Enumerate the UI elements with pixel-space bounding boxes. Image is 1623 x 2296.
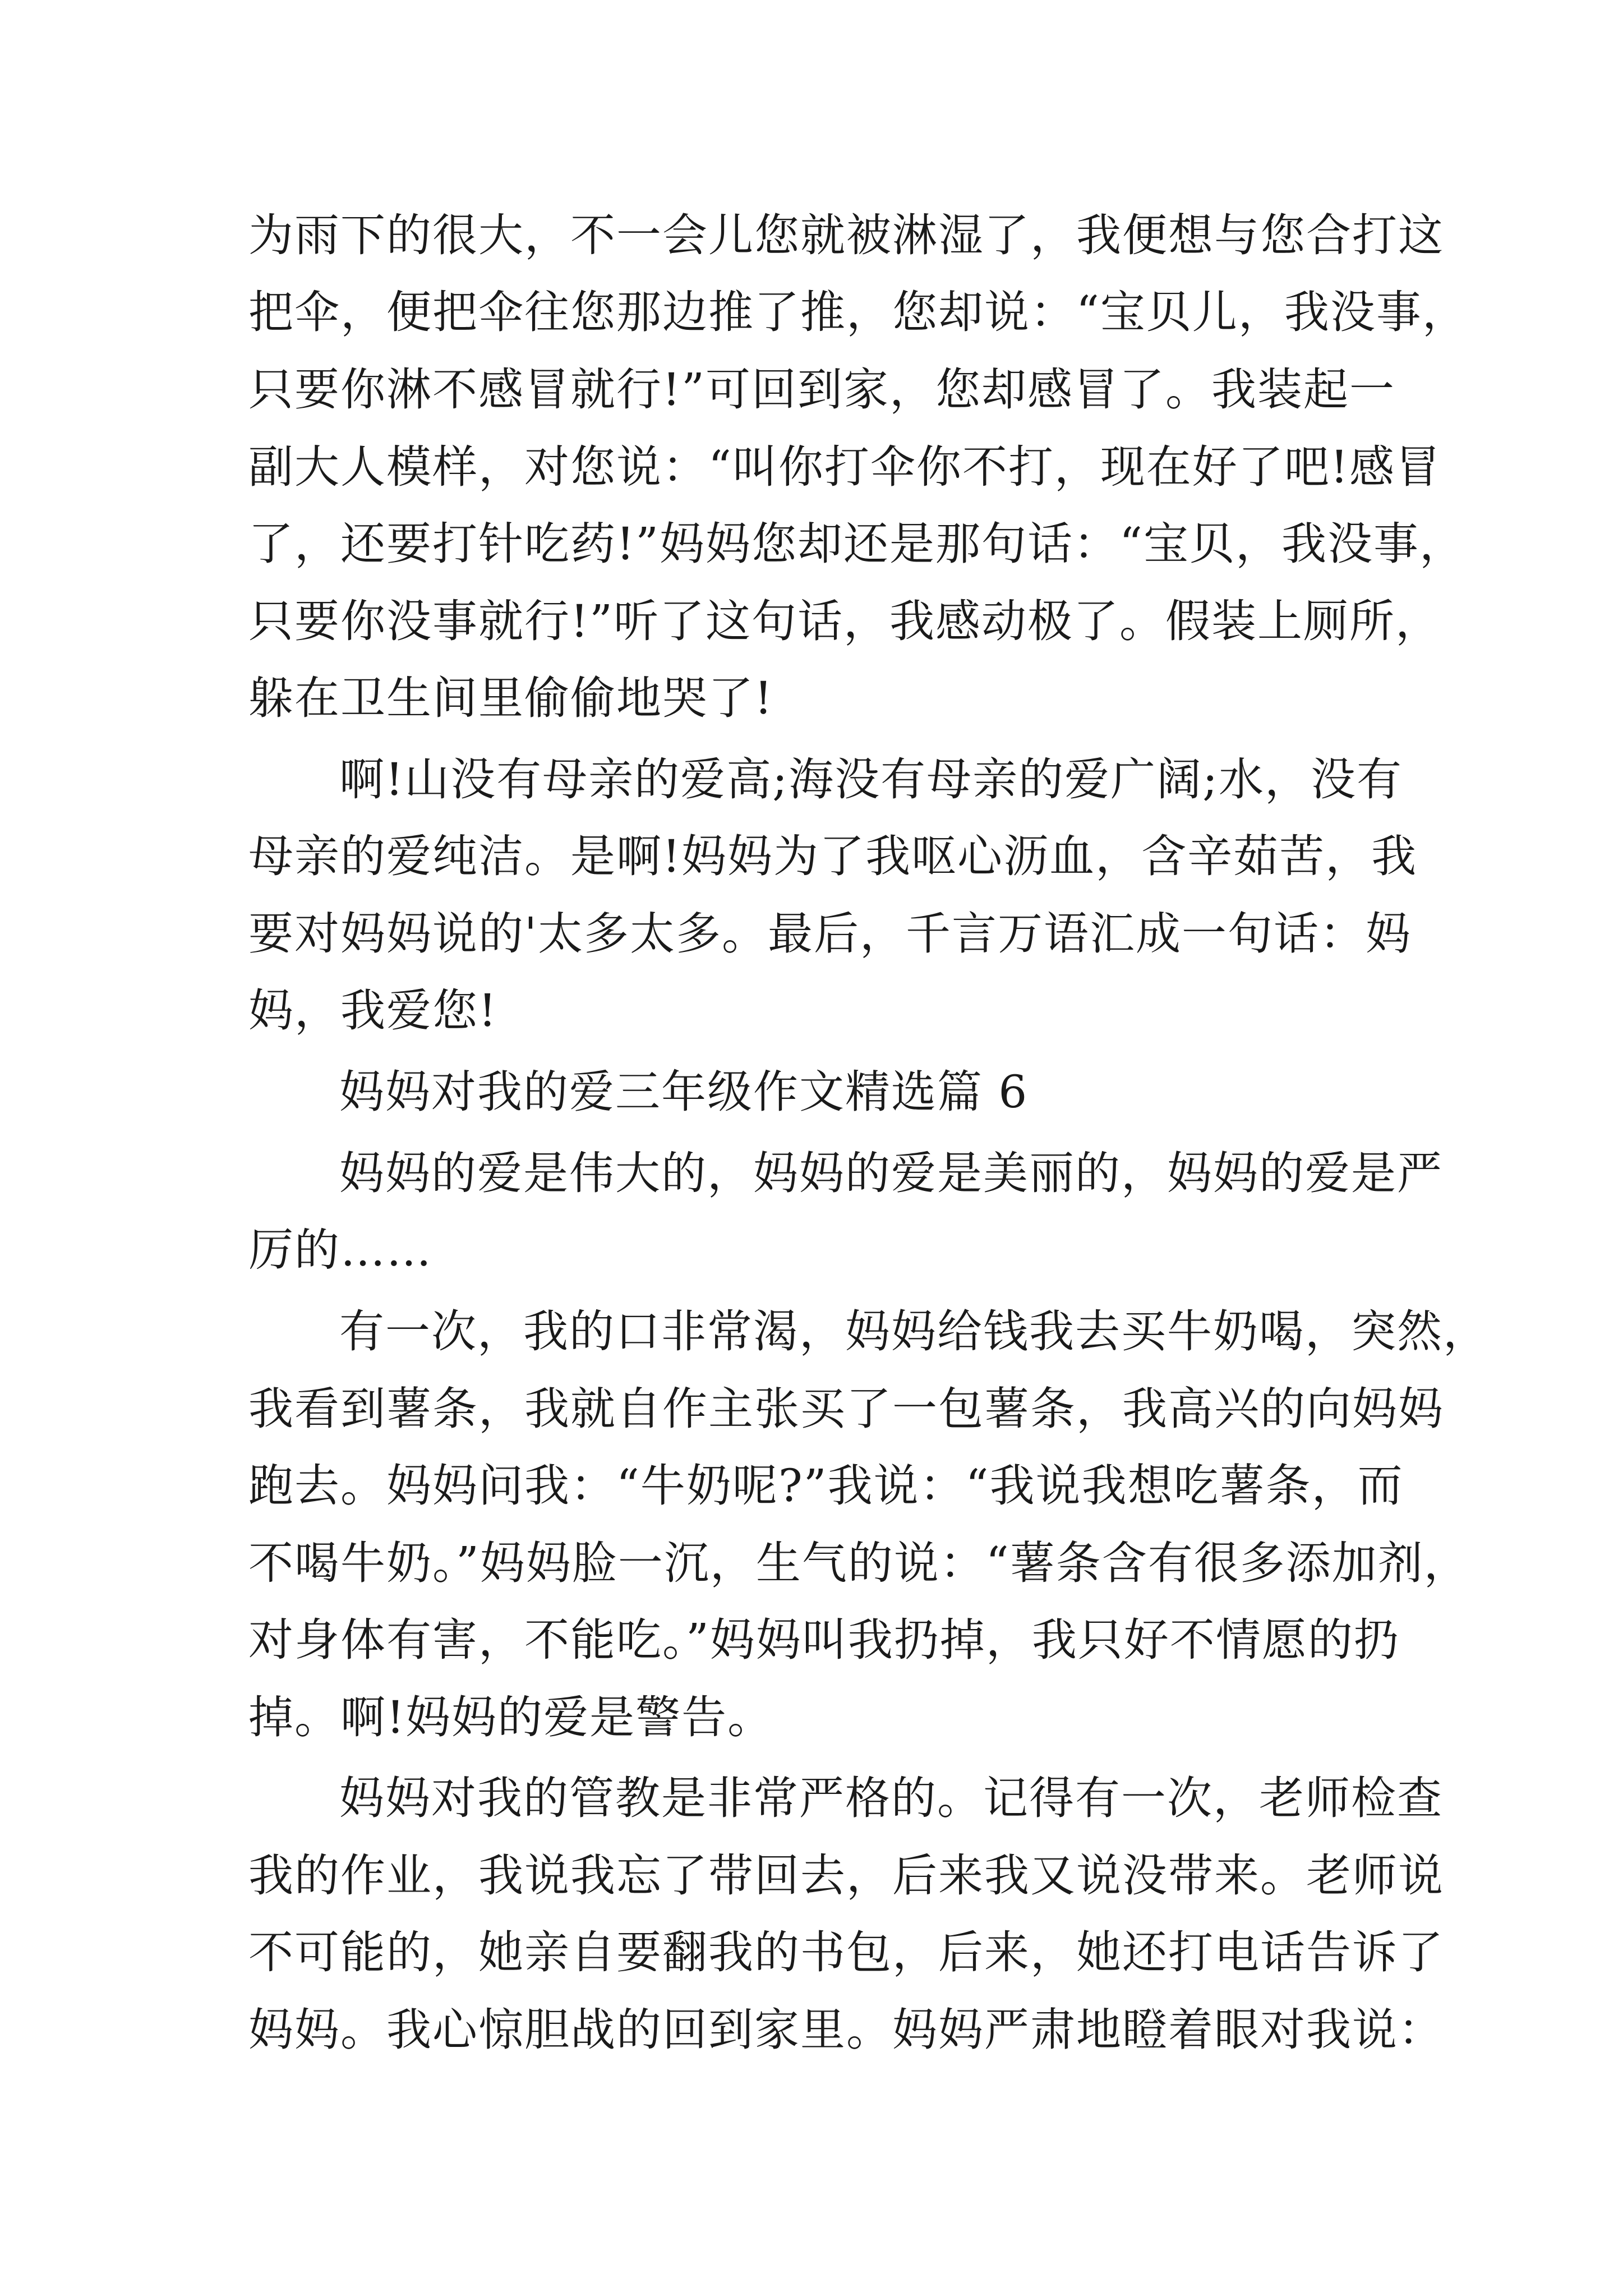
paragraph-first-line: 啊!山没有母亲的爱高;海没有母亲的爱广阔;水，没有 xyxy=(339,753,1403,806)
text-line: 我看到薯条，我就自作主张买了一包薯条，我高兴的向妈妈 xyxy=(248,1383,1444,1435)
text-line: 要对妈妈说的'太多太多。最后，千言万语汇成一句话：妈 xyxy=(248,908,1412,960)
section-heading: 妈妈对我的爱三年级作文精选篇 6 xyxy=(339,1066,1029,1118)
text-line: 妈，我爱您! xyxy=(248,984,498,1037)
text-line: 厉的…… xyxy=(248,1224,432,1276)
text-line: 了，还要打针吃药!”妈妈您却还是那句话：“宝贝，我没事， xyxy=(248,518,1465,570)
text-line: 母亲的爱纯洁。是啊!妈妈为了我呕心沥血，含辛茹苦，我 xyxy=(248,830,1418,882)
text-line: 掉。啊!妈妈的爱是警告。 xyxy=(248,1691,774,1743)
paragraph-first-line: 妈妈的爱是伟大的，妈妈的爱是美丽的，妈妈的爱是严 xyxy=(339,1147,1443,1199)
text-line: 只要你没事就行!”听了这句话，我感动极了。假装上厕所， xyxy=(248,595,1442,647)
text-line: 妈妈。我心惊胆战的回到家里。妈妈严肃地瞪着眼对我说： xyxy=(248,2004,1444,2056)
text-line: 副大人模样，对您说：“叫你打伞你不打，现在好了吧!感冒 xyxy=(248,441,1442,493)
text-line: 只要你淋不感冒就行!”可回到家，您却感冒了。我装起一 xyxy=(248,364,1396,416)
paragraph-first-line: 有一次，我的口非常渴，妈妈给钱我去买牛奶喝，突然， xyxy=(339,1305,1489,1358)
text-line: 不喝牛奶。”妈妈脸一沉，生气的说：“薯条含有很多添加剂， xyxy=(248,1537,1470,1589)
text-line: 我的作业，我说我忘了带回去，后来我又说没带来。老师说 xyxy=(248,1849,1444,1902)
text-line: 不可能的，她亲自要翻我的书包，后来，她还打电话告诉了 xyxy=(248,1926,1444,1978)
text-line: 跑去。妈妈问我：“牛奶呢?”我说：“我说我想吃薯条，而 xyxy=(248,1460,1404,1512)
text-line: 把伞，便把伞往您那边推了推，您却说：“宝贝儿，我没事， xyxy=(248,286,1468,338)
text-line: 为雨下的很大，不一会儿您就被淋湿了，我便想与您合打这 xyxy=(248,209,1444,261)
text-line: 对身体有害，不能吃。”妈妈叫我扔掉，我只好不情愿的扔 xyxy=(248,1614,1400,1666)
paragraph-first-line: 妈妈对我的管教是非常严格的。记得有一次，老师检查 xyxy=(339,1772,1443,1824)
text-line: 躲在卫生间里偷偷地哭了! xyxy=(248,672,774,724)
